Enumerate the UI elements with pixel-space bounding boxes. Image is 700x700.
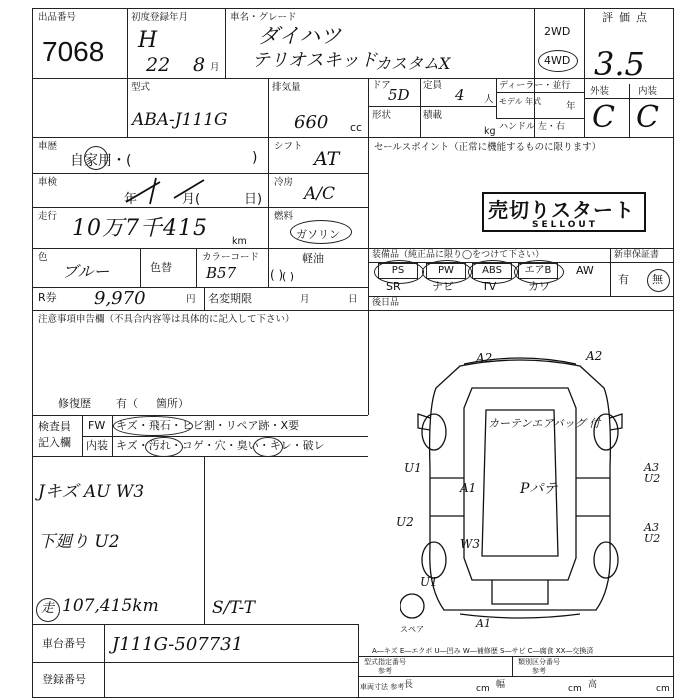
shaken-month: 月( <box>182 192 201 207</box>
drive-2wd: 2WD <box>544 25 571 38</box>
divider <box>196 248 197 287</box>
width-unit: cm <box>568 684 582 694</box>
chassis-number: J111G-507731 <box>112 634 244 655</box>
first-registration-label: 初度登録年月 <box>131 12 189 23</box>
divider <box>268 137 269 287</box>
mileage-label: 走行 <box>38 211 58 222</box>
load-label: 積載 <box>423 110 443 121</box>
displacement: 660 <box>294 112 329 133</box>
registration-year: 22 <box>146 54 171 76</box>
vehicle-name-label: 車名・グレード <box>230 12 297 23</box>
ac-value: A/C <box>304 184 336 204</box>
warranty-no-circle <box>647 269 670 292</box>
diagram-note-a1-bottom: A1 <box>476 617 491 630</box>
interior-grade: C <box>636 100 659 135</box>
repair-value: 有（ <box>116 397 138 410</box>
history-text: 自家用・( <box>70 153 132 169</box>
divider <box>32 310 674 311</box>
maker-name: ダイハツ <box>258 24 342 48</box>
height-label: 高 <box>588 680 598 690</box>
equip-ps: PS <box>378 263 418 279</box>
diagram-note-u2-left: U2 <box>396 515 414 529</box>
year-unit: 年 <box>566 101 576 112</box>
era: H <box>138 28 158 53</box>
divider <box>32 662 358 663</box>
inspector-label-2: 記入欄 <box>38 436 71 449</box>
color-value: ブルー <box>62 262 110 281</box>
diagram-note-a2-left: A2 <box>476 351 493 365</box>
equip-tv: TV <box>482 280 497 293</box>
lot-number: 7068 <box>42 36 105 67</box>
dimension-label: 車両寸法 参考 <box>360 683 405 691</box>
shaken-strike <box>120 174 210 208</box>
equip-leather: カワ <box>528 280 550 293</box>
equip-abs: ABS <box>472 263 512 279</box>
note-line-2: 下廻り U2 <box>38 532 120 552</box>
name-change-label: 名変期限 <box>208 292 252 305</box>
diagram-note-u1-bottom: U1 <box>420 575 438 589</box>
repair-place: 箇所） <box>156 397 189 410</box>
fw-defects: キズ・飛石・ヒビ割・リペア跡・X要 <box>116 419 300 432</box>
divider <box>268 173 368 174</box>
divider <box>610 248 611 296</box>
month-unit: 月 <box>210 62 220 73</box>
doors: 5D <box>388 86 410 104</box>
divider <box>368 296 674 297</box>
divider <box>104 624 105 698</box>
after-items-label: 後日品 <box>372 298 400 308</box>
note-line-3: 107,415km <box>62 596 159 616</box>
note-3-prefix: 走 <box>41 601 55 616</box>
score-label: 評価点 <box>602 11 653 24</box>
shift-value: AT <box>314 148 340 170</box>
divider <box>32 137 674 138</box>
divider <box>496 92 584 93</box>
diagram-note-roof: カーテンエアバッグ 付 <box>488 417 601 430</box>
defect-legend: A―キズ E―エクボ U―凹み W―補修歴 S―サビ C―腐食 XX―交換済 <box>372 647 594 655</box>
fw-label: FW <box>88 419 106 432</box>
warranty-yes: 有 <box>618 273 629 286</box>
model-name: テリオスキッド <box>252 50 378 71</box>
drive-4wd: 4WD <box>544 54 571 67</box>
yen-unit: 円 <box>186 294 196 305</box>
inspector-label: 検査員 <box>38 420 71 433</box>
equip-navi: ナビ <box>432 280 454 293</box>
fuel-label: 燃料 <box>274 211 294 222</box>
fuel-paren: ( ) <box>282 270 295 283</box>
seats-label: 定員 <box>423 80 443 91</box>
handle-label: ハンドル 左・右 <box>499 122 565 132</box>
divider <box>204 456 205 624</box>
divider <box>32 456 368 457</box>
divider <box>496 78 497 118</box>
interior-dirt-circle <box>145 437 183 457</box>
private-use-circle <box>84 146 108 170</box>
diagram-note-a3u2-top: A3 U2 <box>644 461 661 485</box>
shaken-label: 車検 <box>38 177 58 188</box>
divider <box>140 248 141 287</box>
interior-smell-circle <box>253 437 283 457</box>
repair-label: 修復歴 <box>58 397 91 410</box>
overall-score: 3.5 <box>594 45 645 83</box>
spare-tire-label: スペア <box>400 625 424 634</box>
diagram-note-u1-left: U1 <box>404 461 422 475</box>
equip-aw: AW <box>576 264 594 277</box>
warranty-label: 新車保証書 <box>614 250 660 260</box>
exterior-grade: C <box>592 100 615 135</box>
length-unit: cm <box>476 684 490 694</box>
name-change-day: 日 <box>348 294 358 305</box>
dealer-label: ディーラー・並行 <box>499 81 571 91</box>
fuel-value: ガソリン <box>296 228 340 241</box>
diagram-note-a1-center: A1 <box>460 481 477 495</box>
divider <box>358 676 674 677</box>
model-code: ABA-J111G <box>132 110 228 130</box>
divider <box>368 106 496 107</box>
recycle-label: R券 <box>38 291 57 304</box>
form-stamp-label: 型式指定番号 <box>364 658 406 666</box>
notes-header: 注意事項申告欄（不具合内容等は具体的に記入して下さい） <box>38 314 295 325</box>
divider <box>32 287 368 288</box>
diagram-note-a3u2-bottom: A3 U2 <box>644 521 661 545</box>
exterior-label: 外装 <box>590 86 610 97</box>
equipment-label: 装備品（純正品に限り◯をつけて下さい） <box>372 250 545 260</box>
history-label: 車歴 <box>38 141 58 152</box>
shaken-year: 年 <box>124 192 138 207</box>
history-close: ) <box>252 150 258 166</box>
divider <box>420 78 421 137</box>
color-code-paren: ( ) <box>270 268 284 282</box>
note-line-1: Jキズ AU W3 <box>38 482 145 502</box>
chassis-label: 車台番号 <box>42 637 86 650</box>
sellout-main: 売切りスタート <box>488 198 635 222</box>
divider <box>32 248 368 249</box>
divider <box>584 8 585 137</box>
diagram-note-w3: W3 <box>460 537 480 551</box>
lot-number-label: 出品番号 <box>38 12 77 23</box>
diagram-note-putty: Pパテ <box>520 481 558 497</box>
recycle-value: 9,970 <box>94 288 146 309</box>
fw-scratch-circle <box>113 416 193 436</box>
divider <box>368 78 369 137</box>
drive-4wd-circle <box>538 50 578 72</box>
divider <box>82 436 368 437</box>
interior-label: 内装 <box>638 86 658 97</box>
divider <box>368 248 674 249</box>
divider <box>32 624 358 625</box>
divider <box>82 415 83 456</box>
model-year-label: モデル 年式 <box>499 97 542 106</box>
sales-point-label: セールスポイント（正常に機能するものに限ります） <box>374 142 602 153</box>
grade-name: カスタムX <box>375 54 451 73</box>
sellout-sub: SELLOUT <box>532 220 598 230</box>
divider <box>225 8 226 78</box>
divider <box>629 84 630 137</box>
ac-label: 冷房 <box>274 177 294 188</box>
door-label: ドア <box>372 80 391 91</box>
interior-defects: キズ・汚れ・コゲ・穴・臭い・キレ・破レ <box>116 439 325 452</box>
registration-month: 8 <box>193 54 206 76</box>
mileage-unit: km <box>232 236 247 247</box>
form-stamp-sub: 参考 <box>378 667 392 675</box>
shift-label: シフト <box>274 141 303 152</box>
divider <box>268 207 368 208</box>
fuel-gasoline-circle <box>290 220 352 244</box>
equip-airbag: エアB <box>518 263 558 279</box>
seats: 4 <box>455 86 465 104</box>
column-divider <box>368 137 369 415</box>
color-code-label: カラーコード <box>202 252 260 263</box>
diagram-note-a2-right: A2 <box>586 349 603 363</box>
divider <box>358 624 359 698</box>
model-code-label: 型式 <box>131 82 151 93</box>
divider <box>204 287 205 310</box>
width-label: 幅 <box>496 680 506 690</box>
divider <box>32 78 674 79</box>
divider <box>496 118 584 119</box>
color-code-value: B57 <box>206 264 237 282</box>
cc-unit: cc <box>350 121 363 134</box>
divider <box>584 98 674 99</box>
divider <box>127 8 128 137</box>
height-unit: cm <box>656 684 670 694</box>
warranty-no: 無 <box>652 273 663 286</box>
divider <box>512 656 513 676</box>
equip-pw: PW <box>426 263 466 279</box>
seats-unit: 人 <box>484 94 494 105</box>
shape-label: 形状 <box>372 110 392 121</box>
interior-defects-label: 内装 <box>86 439 108 452</box>
divider <box>268 78 269 137</box>
mileage-value: 10万7千415 <box>72 216 208 241</box>
name-change-month: 月 <box>300 294 310 305</box>
note-line-3-tail: S/T-T <box>212 598 255 618</box>
class-sub: 参考 <box>532 667 546 675</box>
registration-label: 登録番号 <box>42 673 86 686</box>
color-label: 色 <box>38 252 48 263</box>
load-unit: kg <box>484 126 496 137</box>
fuel-alt: 軽油 <box>302 252 324 265</box>
repaint-label: 色替 <box>150 261 172 274</box>
divider <box>112 415 113 456</box>
class-label: 類別区分番号 <box>518 658 560 666</box>
equip-sr: SR <box>386 280 401 293</box>
displacement-label: 排気量 <box>272 82 301 93</box>
length-label: 長 <box>404 680 414 690</box>
shaken-day: 日) <box>244 192 263 207</box>
